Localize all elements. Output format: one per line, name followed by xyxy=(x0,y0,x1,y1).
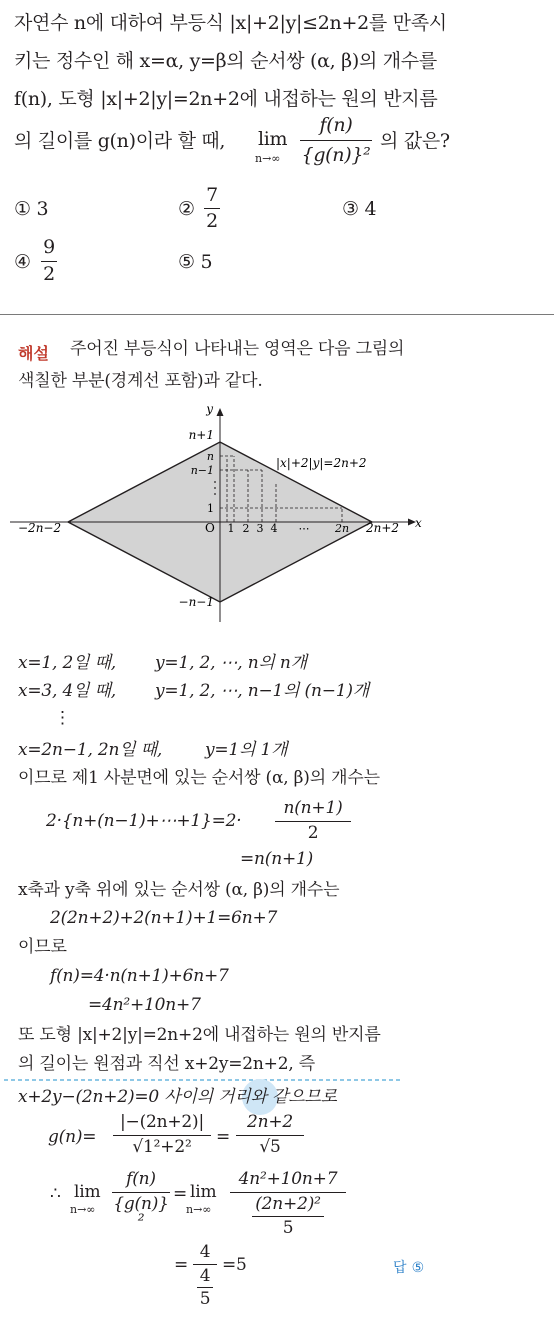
problem-line-4: 의 길이를 g(n)이라 할 때, xyxy=(14,130,226,152)
choice-4-num: 9 xyxy=(43,236,55,258)
x-tick-2n: 2n xyxy=(334,522,350,535)
circle-text-3: x+2y−(2n+2)=0 사이의 거리와 같으므로 xyxy=(18,1087,337,1107)
choice-2-mark: ② xyxy=(178,198,195,220)
axes-count-equation: 2(2n+2)+2(n+1)+1=6n+7 xyxy=(50,908,278,928)
g-left: g(n)= xyxy=(48,1127,97,1147)
circle-text-2: 의 길이는 원점과 직선 x+2y=2n+2, 즉 xyxy=(18,1054,315,1074)
solution-keyword: 해설 xyxy=(18,344,49,363)
final-inner-numerator: 4 xyxy=(199,1266,211,1286)
case-1-x: x=1, 2일 때, xyxy=(18,653,116,673)
dashed-divider xyxy=(0,1076,554,1084)
y-axis-arrow xyxy=(217,408,224,416)
solution-label xyxy=(18,341,49,364)
answer-mark: ⑤ xyxy=(411,1260,425,1276)
g-denominator-1: √1²+2² xyxy=(132,1137,192,1157)
problem-lim-fraction-bar xyxy=(300,140,372,141)
case-3-y: y=1의 1개 xyxy=(205,740,288,760)
x-tick-ellipsis: ⋯ xyxy=(298,522,310,535)
y-label-n: n xyxy=(206,450,214,463)
y-label-n-minus-1: n−1 xyxy=(190,464,214,477)
final-inner-fraction-bar xyxy=(197,1287,213,1288)
lim-fraction-bar xyxy=(112,1192,170,1193)
sum-denominator: 2 xyxy=(307,823,319,843)
final-inner-denominator: 5 xyxy=(199,1289,211,1309)
region-figure xyxy=(0,400,554,625)
x-tick-2: 2 xyxy=(242,522,250,535)
answer-badge xyxy=(393,1257,424,1277)
x-label-left: −2n−2 xyxy=(18,521,62,535)
final-main-fraction-bar xyxy=(193,1264,217,1265)
choice-4-den: 2 xyxy=(43,263,55,285)
choice-3 xyxy=(342,200,376,219)
lim-denominator: {g(n)}² xyxy=(113,1194,169,1231)
lim-inner-numerator: (2n+2)² xyxy=(255,1194,321,1214)
therefore-text: 이므로 xyxy=(18,937,67,957)
choice-4-bar xyxy=(41,261,57,262)
choice-5-mark: ⑤ xyxy=(178,251,195,273)
problem-line-1: 자연수 n에 대하여 부등식 |x|+2|y|≤2n+2를 만족시 xyxy=(14,12,447,34)
g-denominator-2: √5 xyxy=(259,1137,281,1157)
y-axis-label: y xyxy=(206,402,213,416)
problem-lim-numerator: f(n) xyxy=(319,114,353,136)
solution-intro-2: 색칠한 부분(경계선 포함)과 같다. xyxy=(18,371,263,391)
choice-1-value: 3 xyxy=(36,198,49,220)
boundary-equation-label: |x|+2|y|=2n+2 xyxy=(276,456,367,470)
lim-subscript: n→∞ xyxy=(70,1203,96,1216)
lim-numerator-2: 4n²+10n+7 xyxy=(238,1169,338,1189)
section-divider xyxy=(0,314,554,315)
y-label-1: 1 xyxy=(207,502,214,515)
choice-2-bar xyxy=(204,208,220,209)
answer-label: 답 xyxy=(393,1260,407,1276)
choice-2-den: 2 xyxy=(206,210,218,232)
x-label-right: 2n+2 xyxy=(366,521,400,535)
therefore-symbol: ∴ xyxy=(50,1184,61,1204)
circle-text-1: 또 도형 |x|+2|y|=2n+2에 내접하는 원의 반지름 xyxy=(18,1025,381,1045)
lim-word: lim xyxy=(74,1182,101,1202)
sum-result: =n(n+1) xyxy=(240,849,314,869)
choice-2-num: 7 xyxy=(206,184,218,206)
lim-numerator: f(n) xyxy=(126,1169,156,1189)
lim-inner-fraction-bar xyxy=(252,1216,324,1217)
choice-5 xyxy=(178,253,212,272)
case-2-y: y=1, 2, ⋯, n−1의 (n−1)개 xyxy=(155,681,370,701)
origin-label: O xyxy=(205,521,215,535)
quadrant-count-text: 이므로 제1 사분면에 있는 순서쌍 (α, β)의 개수는 xyxy=(18,768,380,788)
case-3-x: x=2n−1, 2n일 때, xyxy=(18,740,163,760)
problem-lim-denominator: {g(n)}² xyxy=(301,144,371,166)
final-equals: = xyxy=(174,1255,189,1275)
x-tick-1: 1 xyxy=(227,522,235,535)
final-numerator: 4 xyxy=(199,1242,211,1262)
choice-5-value: 5 xyxy=(200,251,213,273)
solution-intro-1: 주어진 부등식이 나타내는 영역은 다음 그림의 xyxy=(70,339,405,359)
g-fraction-bar-1 xyxy=(113,1135,211,1136)
g-numerator-1: |−(2n+2)| xyxy=(120,1112,204,1132)
case-1-y: y=1, 2, ⋯, n의 n개 xyxy=(155,653,307,673)
y-label-bottom: −n−1 xyxy=(178,595,214,609)
sum-left: 2·{n+(n−1)+⋯+1}=2· xyxy=(46,811,242,831)
sum-fraction-bar xyxy=(275,821,351,822)
problem-lim-sub: n→∞ xyxy=(255,152,281,165)
lim-inner-denominator: 5 xyxy=(282,1218,294,1238)
f-equation-2: =4n²+10n+7 xyxy=(88,995,201,1015)
y-label-n-plus-1: n+1 xyxy=(188,428,214,442)
lim-subscript-2: n→∞ xyxy=(186,1203,212,1216)
case-vertical-ellipsis: ⋮ xyxy=(54,708,71,728)
problem-line-3: f(n), 도형 |x|+2|y|=2n+2에 내접하는 원의 반지름 xyxy=(14,88,438,110)
choice-3-value: 4 xyxy=(364,198,377,220)
lim-equals: = xyxy=(173,1184,188,1204)
f-equation-1: f(n)=4·n(n+1)+6n+7 xyxy=(50,966,229,986)
x-axis-label: x xyxy=(415,516,422,530)
problem-lim-word: lim xyxy=(258,128,288,150)
x-tick-3: 3 xyxy=(256,522,264,535)
x-tick-4: 4 xyxy=(270,522,278,535)
g-numerator-2: 2n+2 xyxy=(246,1112,294,1132)
final-result: =5 xyxy=(222,1255,247,1275)
case-2-x: x=3, 4일 때, xyxy=(18,681,116,701)
problem-line-2: 키는 정수인 해 x=α, y=β의 순서쌍 (α, β)의 개수를 xyxy=(14,50,437,72)
choice-3-mark: ③ xyxy=(342,198,359,220)
lim-word-2: lim xyxy=(190,1182,217,1202)
sum-numerator: n(n+1) xyxy=(283,798,343,818)
g-fraction-bar-2 xyxy=(236,1135,304,1136)
choice-1-mark: ① xyxy=(14,198,31,220)
axes-count-text: x축과 y축 위에 있는 순서쌍 (α, β)의 개수는 xyxy=(18,880,340,900)
problem-line-5: 의 값은? xyxy=(380,130,450,152)
lim-main-fraction-bar xyxy=(230,1192,346,1193)
g-equals: = xyxy=(216,1127,231,1147)
choice-4-mark: ④ xyxy=(14,251,31,273)
choice-1 xyxy=(14,200,48,219)
